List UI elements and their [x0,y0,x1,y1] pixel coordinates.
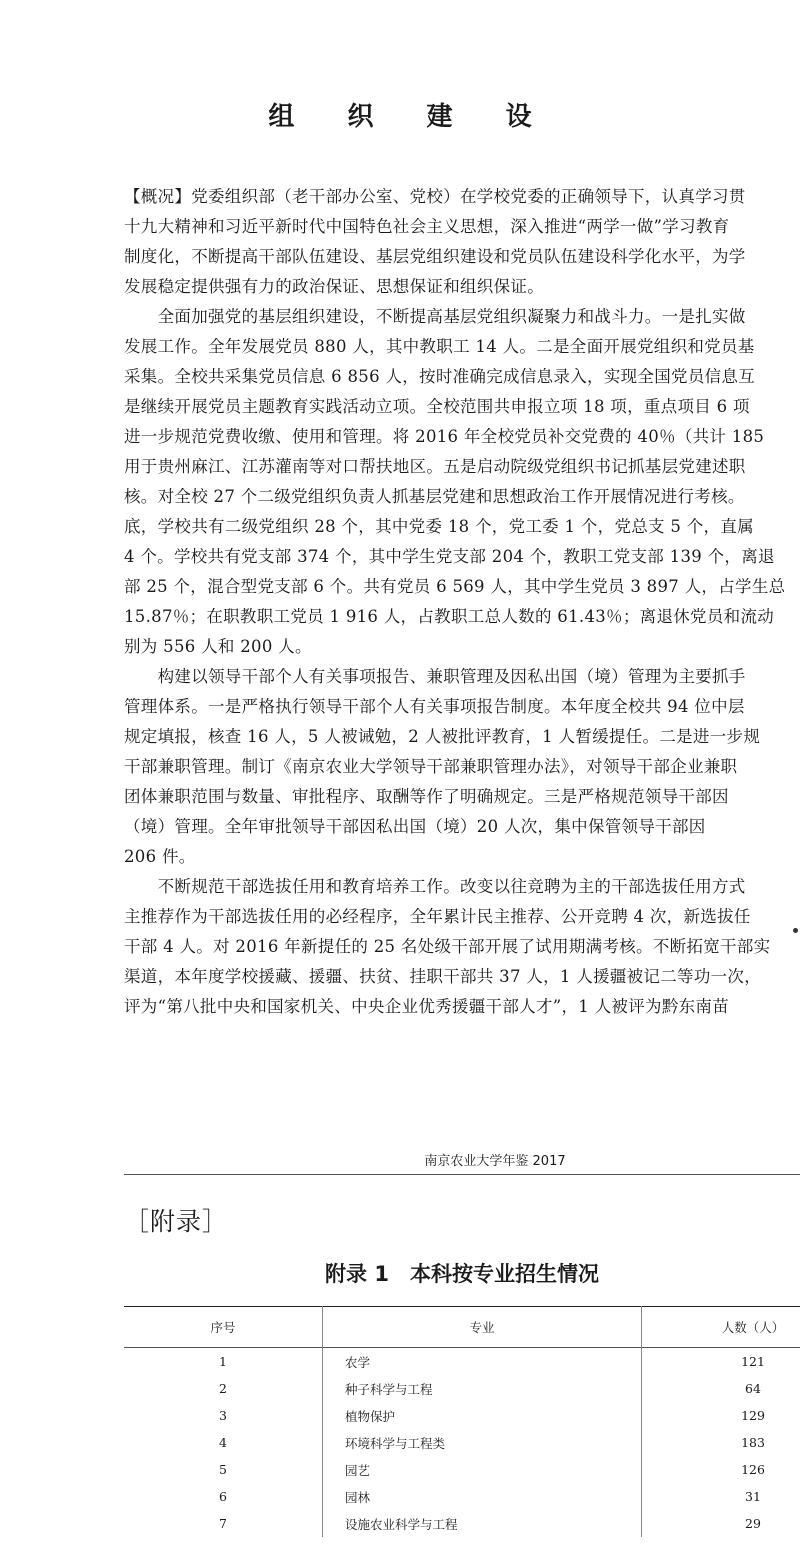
column-header-index: 序号 [210,1320,236,1335]
table-row [124,1375,800,1402]
table-row [124,1483,800,1510]
body-line: 干部 4 人。对 2016 年新提任的 25 名处级干部开展了试用期满考核。不断拓宽干部实 [124,937,771,956]
cell-count: 129 [642,1402,800,1429]
body-line: 【概况】党委组织部（老干部办公室、党校）在学校党委的正确领导下，认真学习贯 [124,187,746,206]
cell-major: 园艺 [323,1456,642,1483]
appendix-label: ［附录］ [124,1207,229,1236]
table-row [124,1348,800,1376]
body-line: 评为“第八批中央和国家机关、中央企业优秀援疆干部人才”，1 人被评为黔东南苗 [124,997,730,1016]
cell-count: 121 [642,1348,800,1376]
table-row [124,1456,800,1483]
cell-major: 园林 [323,1483,642,1510]
body-line: 不断规范干部选拔任用和教育培养工作。改变以往竞聘为主的干部选拔任用方式 [124,877,746,896]
body-line: 十九大精神和习近平新时代中国特色社会主义思想，深入推进“两学一做”学习教育 [124,217,730,236]
body-line: 别为 556 人和 200 人。 [124,637,312,656]
body-line: 渠道，本年度学校援藏、援疆、扶贫、挂职干部共 37 人，1 人援疆被记二等功一次， [124,967,762,986]
body-line: （境）管理。全年审批领导干部因私出国（境）20 人次，集中保管领导干部因 [124,817,706,836]
cell-index: 5 [219,1462,227,1477]
body-line: 用于贵州麻江、江苏灌南等对口帮扶地区。五是启动院级党组织书记抓基层党建述职 [124,457,746,476]
table-row [124,1429,800,1456]
enrollment-table [124,1306,800,1537]
body-line: 4 个。学校共有党支部 374 个，其中学生党支部 204 个，教职工党支部 139 个，离退 [124,547,775,566]
body-line: 管理体系。一是严格执行领导干部个人有关事项报告制度。本年度全校共 94 位中层 [124,697,745,716]
body-line: 核。对全校 27 个二级党组织负责人抓基层党建和思想政治工作开展情况进行考核。 [124,487,745,506]
cell-major: 农学 [323,1348,642,1376]
body-text [124,182,800,1022]
body-line: 发展工作。全年发展党员 880 人，其中教职工 14 人。二是全面开展党组织和党员基 [124,337,755,356]
column-header-major: 专业 [323,1307,642,1348]
cell-count: 64 [642,1375,800,1402]
body-line: 部 25 个，混合型党支部 6 个。共有党员 6 569 人，其中学生党员 3 897 人，占学生总 [124,577,786,596]
cell-count: 29 [642,1510,800,1537]
body-line: 发展稳定提供强有力的政治保证、思想保证和组织保证。 [124,277,544,296]
body-line: 制度化，不断提高干部队伍建设、基层党组织建设和党员队伍建设科学化水平，为学 [124,247,746,266]
cell-count: 126 [642,1456,800,1483]
cell-index: 7 [219,1516,227,1531]
body-line: 采集。全校共采集党员信息 6 856 人，按时准确完成信息录入，实现全国党员信息互 [124,367,756,386]
body-line: 团体兼职范围与数量、审批程序、取酬等作了明确规定。三是严格规范领导干部因 [124,787,729,806]
cell-major: 设施农业科学与工程 [323,1510,642,1537]
body-line: 构建以领导干部个人有关事项报告、兼职管理及因私出国（境）管理为主要抓手 [124,667,746,686]
cell-count: 31 [642,1483,800,1510]
page-edge-mark [793,928,798,933]
footer-divider [124,1174,800,1175]
cell-count: 183 [642,1429,800,1456]
body-line: 主推荐作为干部选拔任用的必经程序，全年累计民主推荐、公开竞聘 4 次，新选拔任 [124,907,751,926]
table-header-row [124,1307,800,1348]
cell-major: 植物保护 [323,1402,642,1429]
page-title: 组 织 建 设 [268,102,554,132]
body-line: 规定填报，核查 16 人，5 人被诫勉，2 人被批评教育，1 人暂缓提任。二是进一步规 [124,727,761,746]
cell-major: 环境科学与工程类 [323,1429,642,1456]
body-line: 底，学校共有二级党组织 28 个，其中党委 18 个，党工委 1 个，党总支 5 个，直属 [124,517,754,536]
cell-index: 3 [219,1408,227,1423]
cell-index: 6 [219,1489,227,1504]
table-row [124,1510,800,1537]
body-line: 全面加强党的基层组织建设，不断提高基层党组织凝聚力和战斗力。一是扎实做 [124,307,746,326]
body-line: 是继续开展党员主题教育实践活动立项。全校范围共申报立项 18 项，重点项目 6 项 [124,397,750,416]
cell-major: 种子科学与工程 [323,1375,642,1402]
body-line: 206 件。 [124,847,196,866]
body-line: 15.87％；在职教职工党员 1 916 人，占教职工总人数的 61.43％；离退休党员和流动 [124,607,775,626]
body-line: 进一步规范党费收缴、使用和管理。将 2016 年全校党员补交党费的 40％（共计 185 [124,427,765,446]
column-header-count: 人数（人） [642,1307,800,1348]
cell-index: 1 [219,1354,227,1369]
table-title: 附录 1 本科按专业招生情况 [325,1262,599,1286]
cell-index: 2 [219,1381,227,1396]
cell-index: 4 [219,1435,227,1450]
table-row [124,1402,800,1429]
body-line: 干部兼职管理。制订《南京农业大学领导干部兼职管理办法》，对领导干部企业兼职 [124,757,738,776]
footer-caption: 南京农业大学年鉴 2017 [424,1154,566,1169]
